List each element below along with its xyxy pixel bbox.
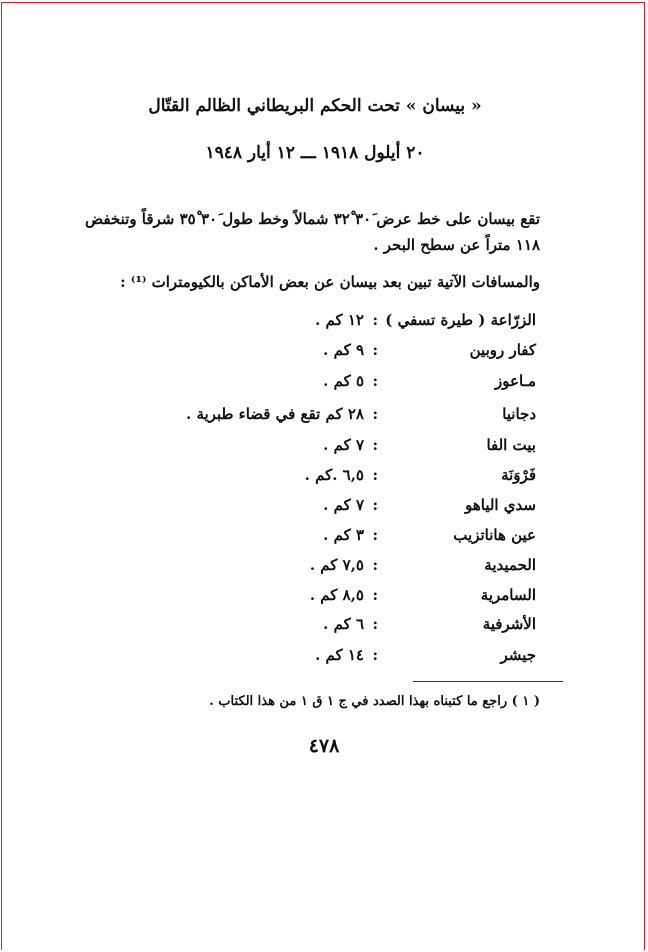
page-number: ٤٧٨ (308, 735, 340, 757)
separator: : (372, 646, 378, 664)
distance-value: ١٢ كم . (315, 311, 364, 329)
distance-row (80, 646, 536, 674)
distance-value: ٩ كم . (323, 341, 364, 359)
separator: : (372, 615, 378, 633)
place-name: فَرْوَنَة (501, 466, 536, 484)
separator: : (372, 526, 378, 544)
place-name: الحميدية (484, 556, 536, 574)
separator: : (372, 341, 378, 359)
separator: : (372, 556, 378, 574)
chapter-title: « بيسان » تحت الحكم البريطاني الظالم القتّال (148, 96, 482, 116)
place-name: السامرية (480, 586, 536, 604)
distance-row (80, 466, 536, 494)
distance-row (80, 311, 536, 339)
distance-row (80, 436, 536, 464)
place-name: جيشر (500, 646, 536, 664)
place-name: الأشرفية (482, 615, 536, 633)
separator: : (372, 466, 378, 484)
distance-row (80, 586, 536, 614)
distance-value: ٢٨ كم تقع في قضاء طبرية . (186, 405, 364, 423)
date-range: ٢٠ أيلول ١٩١٨ ـــ ١٢ أيار ١٩٤٨ (205, 143, 425, 163)
place-name: سدي الياهو (465, 496, 536, 514)
separator: : (372, 496, 378, 514)
distance-value: ٣ كم . (323, 526, 364, 544)
place-name: الزرّاعة ( طيرة تسفي ) (385, 311, 536, 329)
distance-value: ٨,٥ كم . (309, 586, 364, 604)
footnote: ( ١ ) راجع ما كتبناه بهذا الصدد في ج ١ ق ١ من هذا الكتاب . (209, 694, 540, 709)
place-name: عين هاناتزيب (453, 526, 536, 544)
separator: : (372, 436, 378, 454)
distance-row (80, 496, 536, 524)
distance-value: ٦ كم . (323, 615, 364, 633)
separator: : (372, 405, 378, 423)
distance-value: ٥ كم . (323, 372, 364, 390)
distance-row (80, 615, 536, 643)
distance-row (80, 372, 536, 400)
place-name: دجانيا (502, 405, 536, 423)
footnote-divider (413, 681, 563, 682)
paragraph-distances-intro: والمسافات الآتية تبين بعد بيسان عن بعض الأماكن بالكيومترات ⁽¹⁾ : (120, 273, 540, 291)
distance-row (80, 526, 536, 554)
paragraph-coordinates: تقع بيسان على خط عرض ٣٠َ ٣٢ْ شمالاً وخط طول ٣٠َ ٣٥ْ شرقاً وتنخفض ١١٨ متراً عن سطح البحر . (84, 210, 540, 254)
place-name: بيت الفا (486, 436, 536, 454)
place-name: كفار روبين (469, 341, 536, 359)
distance-value: ٧ كم . (323, 496, 364, 514)
separator: : (372, 586, 378, 604)
distance-row (80, 556, 536, 584)
distance-row (80, 405, 536, 433)
separator: : (372, 372, 378, 390)
distance-value: ٦,٥ .كم . (304, 466, 364, 484)
distance-value: ٧ كم . (323, 436, 364, 454)
distance-value: ١٤ كم . (315, 646, 364, 664)
distance-value: ٧,٥ كم . (309, 556, 364, 574)
separator: : (372, 311, 378, 329)
distance-row (80, 341, 536, 369)
place-name: مـاعوز (495, 372, 536, 390)
